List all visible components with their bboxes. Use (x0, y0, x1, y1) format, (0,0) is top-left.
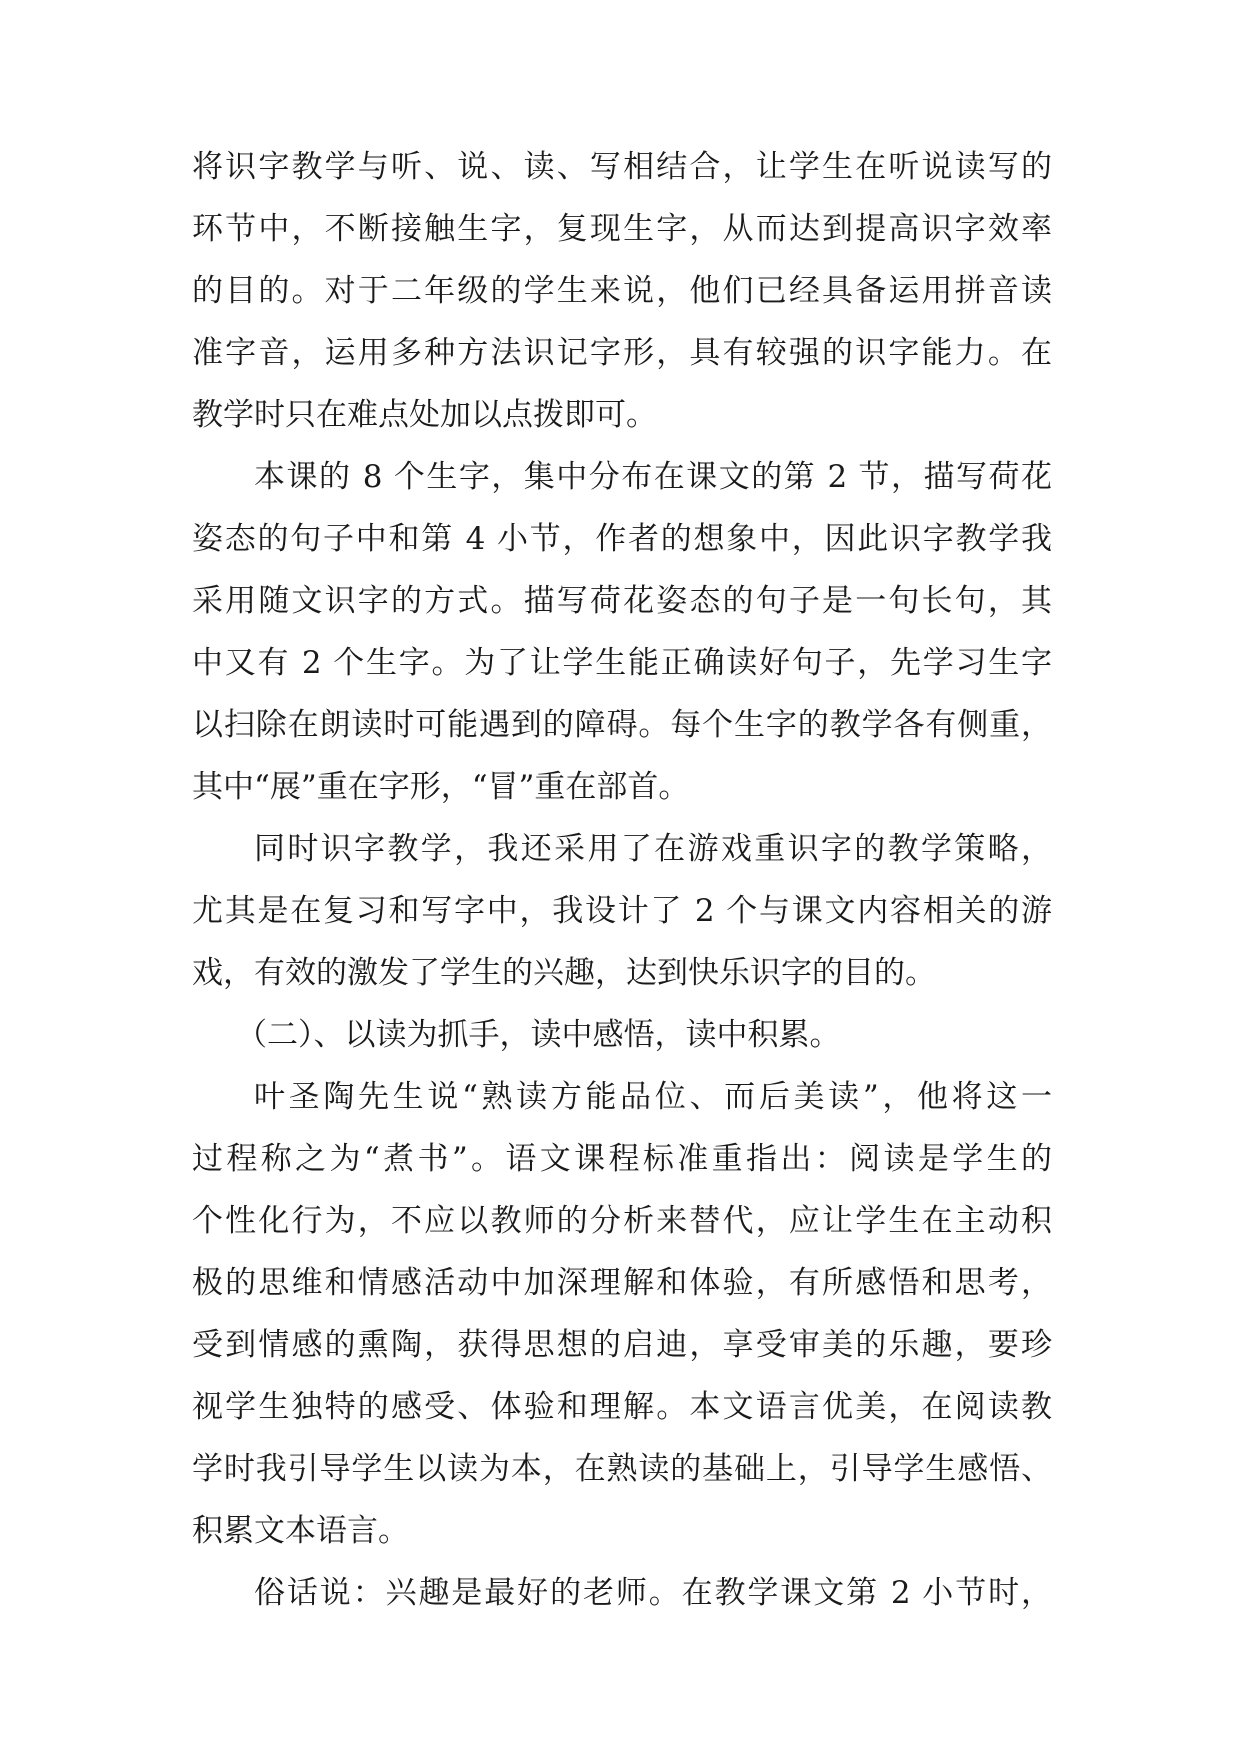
paragraph-line: 中又有 2 个生字。为了让学生能正确读好句子，先学习生字 (192, 645, 1052, 681)
paragraph-line: 学时我引导学生以读为本，在熟读的基础上，引导学生感悟、 (192, 1451, 1052, 1487)
paragraph-line: 受到情感的熏陶，获得思想的启迪，享受审美的乐趣，要珍 (192, 1327, 1052, 1363)
paragraph-line: 教学时只在难点处加以点拨即可。 (192, 397, 657, 433)
paragraph-line: 其中“展”重在字形，“冒”重在部首。 (192, 769, 690, 805)
section-heading: （二）、以读为抓手，读中感悟，读中积累。 (236, 1017, 841, 1053)
paragraph-first-line: 叶圣陶先生说“熟读方能品位、而后美读”，他将这一 (254, 1079, 1052, 1115)
paragraph-line: 以扫除在朗读时可能遇到的障碍。每个生字的教学各有侧重， (192, 707, 1052, 743)
paragraph-line: 个性化行为，不应以教师的分析来替代，应让学生在主动积 (192, 1203, 1052, 1239)
paragraph-line: 将识字教学与听、说、读、写相结合，让学生在听说读写的 (192, 149, 1052, 185)
paragraph-line: 过程称之为“煮书”。语文课程标准重指出：阅读是学生的 (192, 1141, 1052, 1177)
paragraph-line: 的目的。对于二年级的学生来说，他们已经具备运用拼音读 (192, 273, 1052, 309)
paragraph-line: 极的思维和情感活动中加深理解和体验，有所感悟和思考， (192, 1265, 1052, 1301)
paragraph-line: 积累文本语言。 (192, 1513, 409, 1549)
paragraph-line: 姿态的句子中和第 4 小节，作者的想象中，因此识字教学我 (192, 521, 1052, 557)
paragraph-line: 视学生独特的感受、体验和理解。本文语言优美，在阅读教 (192, 1389, 1052, 1425)
paragraph-line: 尤其是在复习和写字中，我设计了 2 个与课文内容相关的游 (192, 893, 1052, 929)
paragraph-line: 准字音，运用多种方法识记字形，具有较强的识字能力。在 (192, 335, 1052, 371)
paragraph-line: 采用随文识字的方式。描写荷花姿态的句子是一句长句，其 (192, 583, 1052, 619)
paragraph-line: 环节中，不断接触生字，复现生字，从而达到提高识字效率 (192, 211, 1052, 247)
paragraph-line: 戏，有效的激发了学生的兴趣，达到快乐识字的目的。 (192, 955, 936, 991)
paragraph-first-line: 俗话说：兴趣是最好的老师。在教学课文第 2 小节时， (254, 1575, 1052, 1611)
paragraph-first-line: 本课的 8 个生字，集中分布在课文的第 2 节，描写荷花 (254, 459, 1052, 495)
paragraph-first-line: 同时识字教学，我还采用了在游戏重识字的教学策略， (254, 831, 1052, 867)
